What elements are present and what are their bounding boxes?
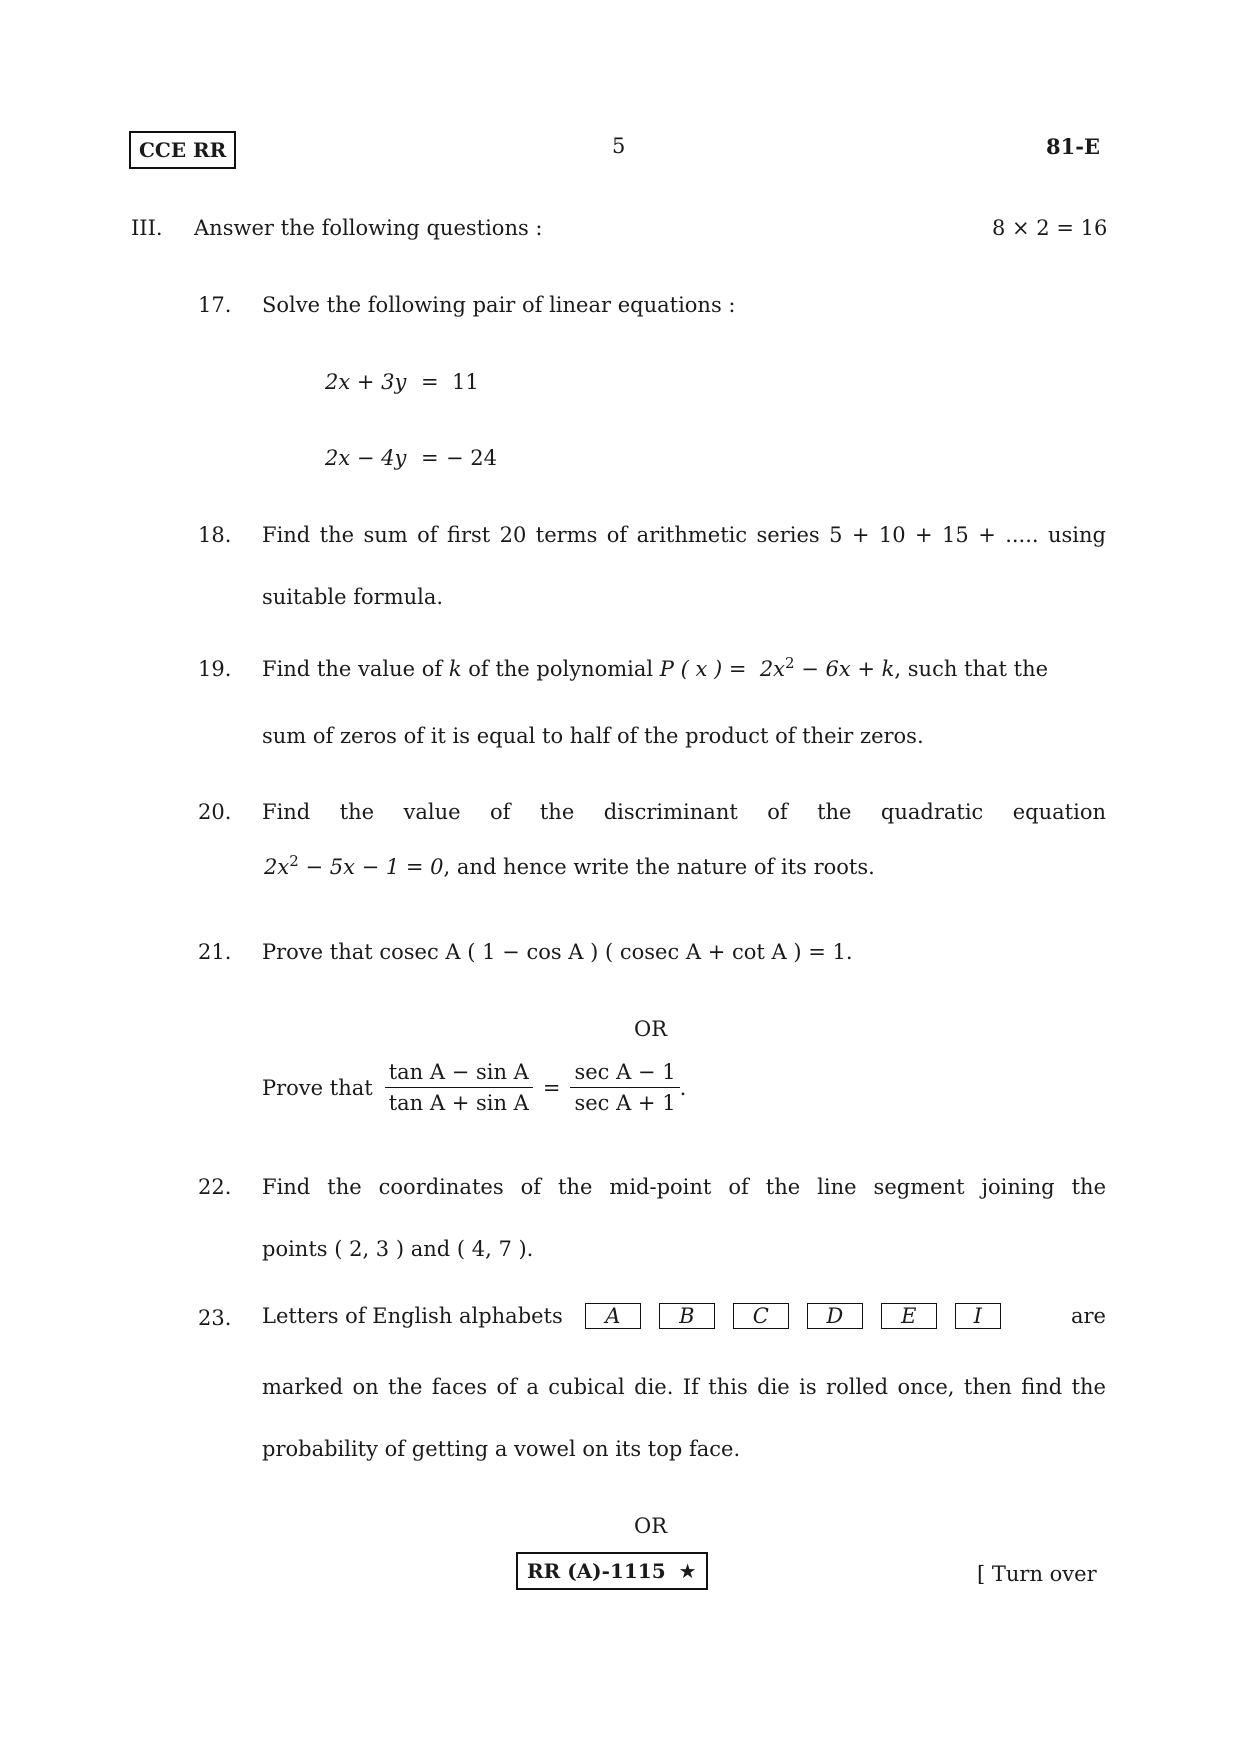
q22-number: 22. bbox=[198, 1175, 232, 1199]
q23-pre: Letters of English alphabets bbox=[262, 1304, 563, 1328]
q23-line2: marked on the faces of a cubical die. If this die is rolled once, then find the bbox=[262, 1375, 1106, 1399]
letter-box: D bbox=[807, 1303, 863, 1329]
q21-or: OR bbox=[634, 1017, 668, 1041]
paper-code: 81-E bbox=[1046, 134, 1100, 159]
letter-box: E bbox=[881, 1303, 937, 1329]
q17-eq1-lhs: 2x + 3y bbox=[325, 370, 407, 394]
q19-line2: sum of zeros of it is equal to half of the product of their zeros. bbox=[262, 724, 924, 748]
q20-number: 20. bbox=[198, 800, 232, 824]
q21-alt-proof: Prove that $\frac{\text{tan A − sin A}}{\text{tan A + sin A}}$ = $\frac{\text{sec A − 1}}{\text{sec A + 1}}$ . bbox=[262, 1060, 687, 1115]
fraction-left: $\frac{\text{tan A − sin A}}{\text{tan A + sin A}}$ bbox=[385, 1060, 533, 1115]
q23-or: OR bbox=[634, 1514, 668, 1538]
q17-eq2-rhs: − 24 bbox=[446, 446, 497, 470]
turn-over-note: [ Turn over bbox=[977, 1562, 1097, 1586]
letter-box: A bbox=[585, 1303, 641, 1329]
q20-line2: $2x^2 - 5x - 1 = 0$, and hence write the nature of its roots. bbox=[264, 852, 875, 879]
letter-box: B bbox=[659, 1303, 715, 1329]
q18-line2: suitable formula. bbox=[262, 585, 444, 609]
q17-eq2-lhs: 2x − 4y bbox=[325, 446, 407, 470]
section-title: Answer the following questions : bbox=[194, 216, 543, 240]
q23-post: are bbox=[1071, 1304, 1106, 1328]
q23-line1 bbox=[262, 1303, 1106, 1329]
section-marks: 8 × 2 = 16 bbox=[992, 216, 1108, 240]
page-number: 5 bbox=[612, 134, 626, 158]
letter-box: I bbox=[955, 1303, 1001, 1329]
header-code-box bbox=[129, 131, 236, 169]
q19-pre: Find the value of k of the polynomial P ( x ) = $2x^2 - 6x + k$, such that the bbox=[262, 654, 1049, 681]
q18-number: 18. bbox=[198, 523, 232, 547]
section-roman: III. bbox=[131, 216, 163, 240]
q17-eq1-rhs: 11 bbox=[452, 370, 479, 394]
letter-box: C bbox=[733, 1303, 789, 1329]
q23-line3: probability of getting a vowel on its top face. bbox=[262, 1437, 741, 1461]
fraction-right: $\frac{\text{sec A − 1}}{\text{sec A + 1}}$ bbox=[570, 1060, 679, 1115]
q17-text: Solve the following pair of linear equations : bbox=[262, 293, 736, 317]
header-left-label: CCE RR bbox=[139, 138, 227, 162]
q19-number: 19. bbox=[198, 657, 232, 681]
q22-line2: points ( 2, 3 ) and ( 4, 7 ). bbox=[262, 1237, 534, 1261]
q17-eq1-equals: = bbox=[421, 370, 439, 394]
q19-line1 bbox=[262, 654, 1106, 681]
q23-number: 23. bbox=[198, 1306, 232, 1330]
q22-line1: Find the coordinates of the mid-point of the line segment joining the bbox=[262, 1175, 1106, 1199]
q17-number: 17. bbox=[198, 293, 232, 317]
q21-number: 21. bbox=[198, 940, 232, 964]
footer-code: RR (A)-1115 bbox=[527, 1559, 666, 1583]
footer-code-box bbox=[516, 1552, 708, 1590]
q17-eq2-equals: = bbox=[421, 446, 439, 470]
star-icon: ★ bbox=[678, 1559, 697, 1583]
q21-text: Prove that cosec A ( 1 − cos A ) ( cosec A + cot A ) = 1. bbox=[262, 940, 853, 964]
q20-line1: Find the value of the discriminant of the quadratic equation bbox=[262, 800, 1106, 824]
q18-line1: Find the sum of first 20 terms of arithmetic series 5 + 10 + 15 + ..... using bbox=[262, 523, 1106, 547]
